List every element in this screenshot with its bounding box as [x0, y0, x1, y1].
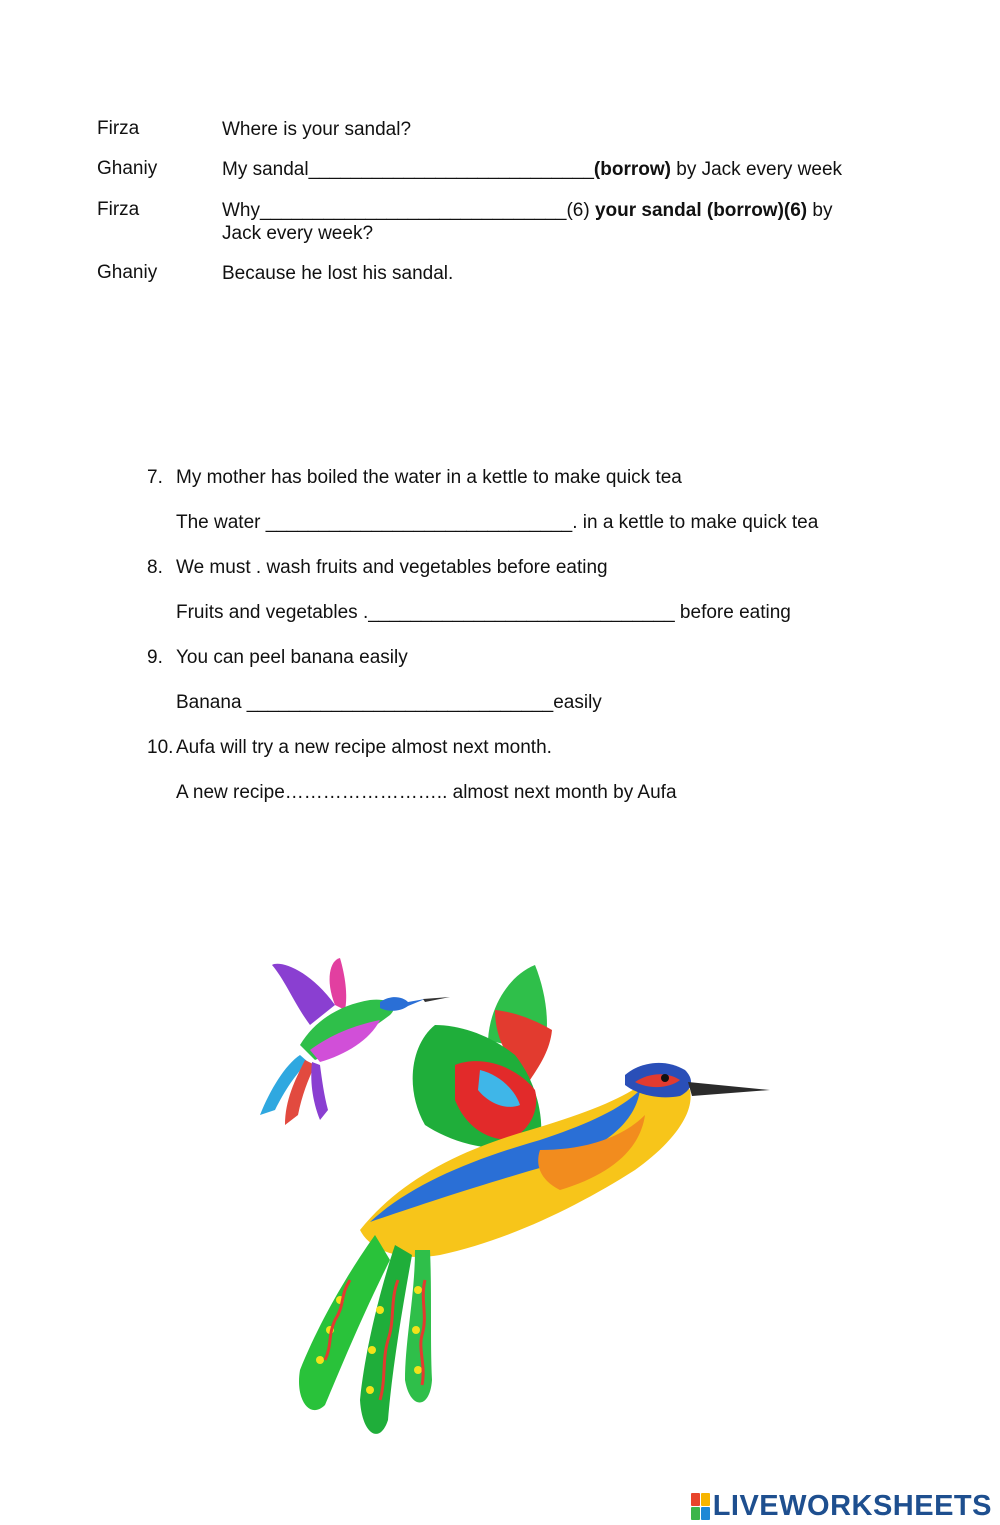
speaker-name: Firza [97, 118, 140, 139]
answer-line[interactable]: Fruits and vegetables ._____________________________ before eating [176, 602, 791, 623]
logo-icon [691, 1493, 710, 1520]
hummingbird-illustration-icon [240, 950, 780, 1466]
question-sentence: My mother has boiled the water in a kettle to make quick tea [176, 467, 682, 488]
answer-line[interactable]: A new recipe…………………….. almost next month by Aufa [176, 782, 677, 803]
speaker-name: Ghaniy [97, 158, 158, 179]
question-number: 9. [147, 647, 163, 668]
answer-blank[interactable]: ___________________________ [308, 159, 594, 180]
speaker-name: Ghaniy [97, 262, 158, 283]
question-number: 7. [147, 467, 163, 488]
question-sentence: Aufa will try a new recipe almost next month. [176, 737, 552, 758]
dialogue-line: My sandal___________________________(borrow) by Jack every week [222, 159, 843, 180]
speaker-name: Firza [97, 199, 140, 220]
liveworksheets-logo [691, 1490, 992, 1522]
question-number: 10. [147, 737, 174, 758]
question-sentence: You can peel banana easily [176, 647, 408, 668]
answer-blank[interactable]: _____________________________ [260, 200, 567, 221]
question-number: 8. [147, 557, 163, 578]
answer-line[interactable]: Banana _____________________________easily [176, 692, 602, 713]
question-sentence: We must . wash fruits and vegetables before eating [176, 557, 608, 578]
dialogue-line: Because he lost his sandal. [222, 263, 454, 284]
dialogue-line: Where is your sandal? [222, 119, 412, 140]
dialogue-line: Why_____________________________(6) your sandal (borrow)(6) by Jack every week? [222, 200, 833, 244]
logo-text: LIVEWORKSHEETS [712, 1489, 992, 1522]
answer-line[interactable]: The water _____________________________. in a kettle to make quick tea [176, 512, 819, 533]
